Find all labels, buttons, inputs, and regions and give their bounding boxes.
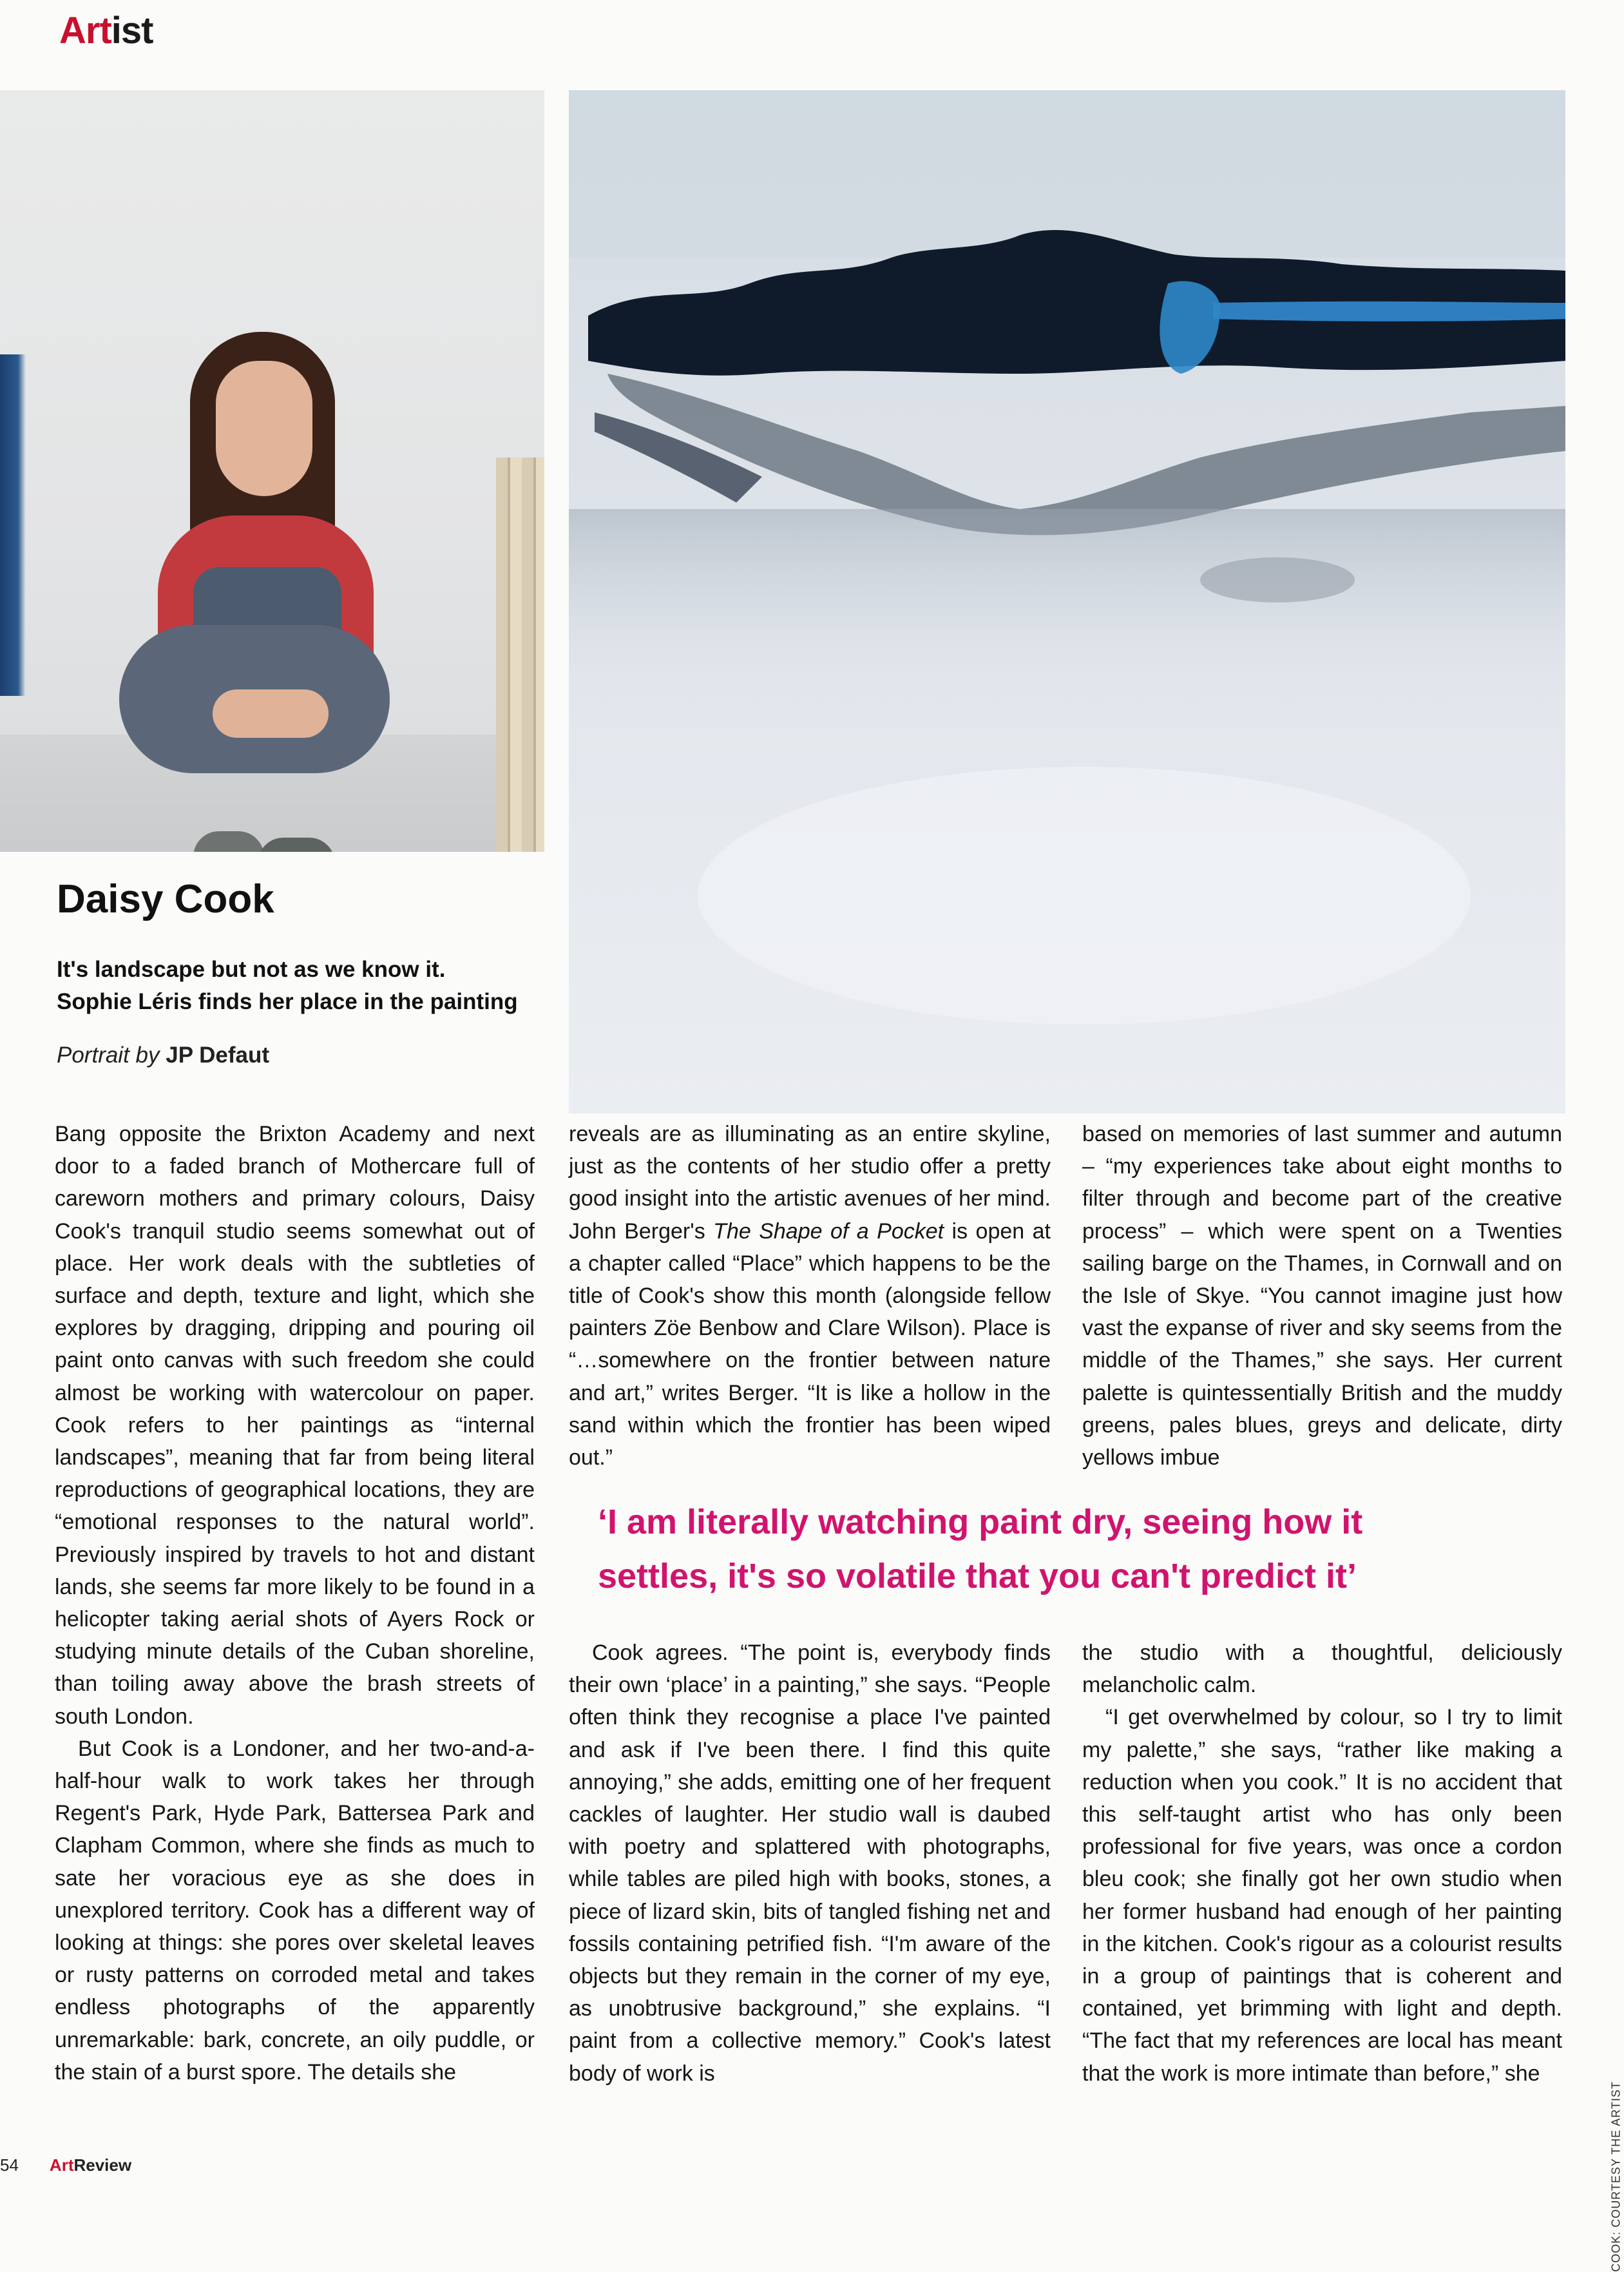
body-paragraph: But Cook is a Londoner, and her two-and-a-half-hour walk to work takes her through Regent's Park, Hyde Park, Battersea Park and Clapham Common, where she finds as much to sate her voracious eye as she does in unexplored territory. Cook has a different way of looking at things: she pores over skeletal leaves or rusty patterns on corroded metal and takes endless photographs of the apparently unremarkable: bark, concrete, an oily puddle, or the stain of a burst spore. The details she bbox=[55, 1736, 535, 2084]
portrait-face bbox=[216, 361, 312, 496]
book-title: The Shape of a Pocket bbox=[713, 1218, 944, 1244]
standfirst-line: It's landscape but not as we know it. bbox=[57, 957, 446, 982]
portrait-photo bbox=[0, 90, 544, 852]
footer-folio bbox=[0, 2155, 131, 2175]
body-column-2-top bbox=[569, 1118, 1051, 1474]
body-text: is open at a chapter called “Place” which happens to be the title of Cook's show this month (alongside fellow painters Zöe Benbow and Clare Wilson). Place is “…somewhere on the frontier between nature and art,” writes Berger. “It is like a hollow in the sand within which the frontier has been wiped out.” bbox=[569, 1218, 1051, 1470]
magazine-name-review: Review bbox=[73, 2155, 132, 2175]
section-label-ist: ist bbox=[111, 10, 153, 52]
portrait-arm bbox=[213, 689, 329, 738]
body-text: reveals are as illuminating as an entire skyline, just as the contents of her studio offer a pretty good insight into the artistic avenues of her mind. John Berger's bbox=[569, 1122, 1051, 1244]
section-label-art: Art bbox=[59, 10, 111, 52]
landscape-painting bbox=[569, 90, 1565, 1113]
magazine-name-art: Art bbox=[49, 2155, 74, 2175]
standfirst-line: Sophie Léris finds her place in the painting bbox=[57, 989, 518, 1014]
pull-quote-line: ‘I am literally watching paint dry, seeing how it bbox=[598, 1503, 1363, 1541]
body-paragraph: “I get overwhelmed by colour, so I try to limit my palette,” she says, “rather like making a reduction when you cook.” It is no accident that this self-taught artist who has only been professional for five years, was once a cordon bleu cook; she finally got her own studio when her former husband had enough of her painting in the kitchen. Cook's rigour as a colourist results in a group of paintings that is coherent and contained, yet brimming with light and depth. “The fact that my references are local has meant that the work is more intimate than before,” she bbox=[1082, 1705, 1562, 2086]
article-title: Daisy Cook bbox=[57, 877, 274, 921]
credit-name: JP Defaut bbox=[166, 1043, 270, 1068]
pull-quote bbox=[598, 1495, 1538, 1603]
body-column-1 bbox=[55, 1118, 535, 2088]
photo-credit-vertical: COOK: COURTESY THE ARTIST bbox=[1610, 2081, 1623, 2272]
article-standfirst bbox=[57, 954, 518, 1018]
body-column-3-top bbox=[1082, 1118, 1562, 1474]
pull-quote-line: settles, it's so volatile that you can't predict it’ bbox=[598, 1557, 1357, 1595]
portrait-credit bbox=[57, 1043, 269, 1068]
blue-canvas-edge bbox=[0, 354, 26, 696]
body-paragraph bbox=[569, 1118, 1051, 1474]
body-paragraph: Cook agrees. “The point is, everybody finds their own ‘place’ in a painting,” she says. “People often think they recognise a place I've painted and ask if I've been there. I find this quite annoying,” she adds, emitting one of her frequent cackles of laughter. Her studio wall is daubed with poetry and splattered with photographs, while tables are piled high with books, stones, a piece of lizard skin, bits of tangled fishing net and fossils containing petrified fish. “I'm aware of the objects but they remain in the corner of my eye, as unobtrusive background,” she explains. “I paint from a collective memory.” Cook's latest body of work is bbox=[569, 1641, 1051, 2086]
section-label bbox=[59, 9, 153, 52]
body-paragraph: based on memories of last summer and autumn – “my experiences take about eight months to filter through and become part of the creative process” – which were spent on a Twenties sailing barge on the Thames, in Cornwall and on the Isle of Skye. “You cannot imagine just how vast the expanse of river and sky seems from the middle of the Thames,” she says. Her current palette is quintessentially British and the muddy greens, pales blues, greys and delicate, dirty yellows imbue bbox=[1082, 1122, 1562, 1470]
magazine-name bbox=[50, 2155, 131, 2175]
body-paragraph: Bang opposite the Brixton Academy and next door to a faded branch of Mothercare full of careworn mothers and primary colours, Daisy Cook's tranquil studio seems somewhat out of place. Her work deals with the subtleties of surface and depth, texture and light, which she explores by dragging, dripping and pouring oil paint onto canvas with such freedom she could almost be working with watercolour on paper. Cook refers to her paintings as “internal landscapes”, meaning that far from being literal reproductions of geographical locations, they are “emotional responses to the natural world”. Previously inspired by travels to hot and distant lands, she seems far more likely to be found in a helicopter taking aerial shots of Ayers Rock or studying minute details of the Cuban shoreline, than toiling away above the brash streets of south London. bbox=[55, 1122, 535, 1729]
body-column-3-bottom bbox=[1082, 1637, 1562, 2090]
page-number: 54 bbox=[0, 2155, 19, 2175]
painting-artwork bbox=[569, 90, 1565, 1113]
stacked-frames bbox=[496, 457, 544, 852]
credit-prefix: Portrait by bbox=[57, 1043, 160, 1068]
body-paragraph: the studio with a thoughtful, deliciously melancholic calm. bbox=[1082, 1641, 1562, 1698]
body-column-2-bottom bbox=[569, 1637, 1051, 2090]
